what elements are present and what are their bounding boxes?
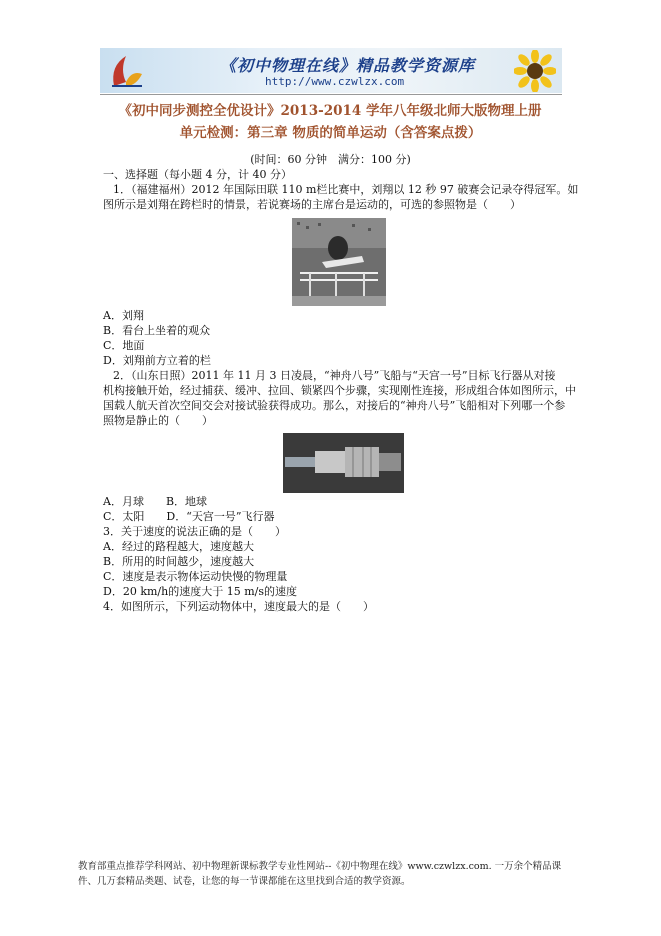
q2-stem-line3: 国载人航天首次空间交会对接试验获得成功。那么，对接后的“神舟八号”飞船相对下列哪一个参 [103, 399, 566, 412]
q1-option-a: A．刘翔 [103, 309, 144, 322]
exam-meta: (时间：60 分钟 满分：100 分) [250, 153, 411, 166]
q3-option-d: D．20 km/h的速度大于 15 m/s的速度 [103, 585, 297, 598]
header-banner [100, 48, 562, 93]
sunflower-icon [514, 50, 556, 92]
spacecraft-docking-photo [283, 433, 404, 493]
q2-stem-line2: 机构接触开始，经过捕获、缓冲、拉回、锁紧四个步骤，实现刚性连接，形成组合体如图所示，中 [103, 384, 576, 397]
q2-options-row1: A．月球 B．地球 [103, 495, 208, 508]
q1-option-d: D．刘翔前方立着的栏 [103, 354, 211, 367]
site-logo-icon [106, 52, 146, 90]
q3-option-b: B．所用的时间越少，速度越大 [103, 555, 255, 568]
document-title-line1: 《初中同步测控全优设计》2013-2014 学年八年级北师大版物理上册 [118, 103, 542, 119]
q3-option-c: C．速度是表示物体运动快慢的物理量 [103, 570, 288, 583]
hurdler-image-icon [292, 218, 386, 306]
q1-stem-line2: 图所示是刘翔在跨栏时的情景，若说赛场的主席台是运动的，可选的参照物是（ ） [103, 198, 521, 211]
footer-line2: 件、几万套精品类题、试卷，让您的每一节课都能在这里找到合适的教学资源。 [78, 876, 411, 887]
banner-url[interactable]: http://www.czwlzx.com [265, 75, 405, 88]
q4-stem: 4．如图所示，下列运动物体中，速度最大的是（ ） [103, 600, 374, 613]
banner-divider [100, 94, 562, 95]
q3-option-a: A．经过的路程越大，速度越大 [103, 540, 254, 553]
q1-option-b: B．看台上坐着的观众 [103, 324, 211, 337]
q1-stem-line1: 1．（福建福州）2012 年国际田联 110 m栏比赛中，刘翔以 12 秒 97 破赛会记录夺得冠军。如 [113, 183, 579, 196]
q2-stem-line1: 2．（山东日照）2011 年 11 月 3 日凌晨，“神舟八号”飞船与“天宫一号”目标飞行器从对接 [113, 369, 556, 382]
q2-stem-line4: 照物是静止的（ ） [103, 414, 213, 427]
banner-title: 《初中物理在线》精品教学资源库 [220, 56, 476, 75]
footer-line1: 教育部重点推荐学科网站、初中物理新课标教学专业性网站--《初中物理在线》www.czwlzx.com. 一万余个精品课 [78, 861, 562, 872]
document-title-line2: 单元检测：第三章 物质的简单运动（含答案点拨） [179, 125, 482, 141]
q1-option-c: C．地面 [103, 339, 145, 352]
hurdle-race-photo [292, 218, 386, 306]
spacecraft-image-icon [283, 433, 404, 493]
q3-stem: 3．关于速度的说法正确的是（ ） [103, 525, 286, 538]
section-heading: 一、选择题（每小题 4 分，计 40 分） [103, 168, 292, 181]
q2-options-row2: C．太阳 D．“天宫一号”飞行器 [103, 510, 275, 523]
